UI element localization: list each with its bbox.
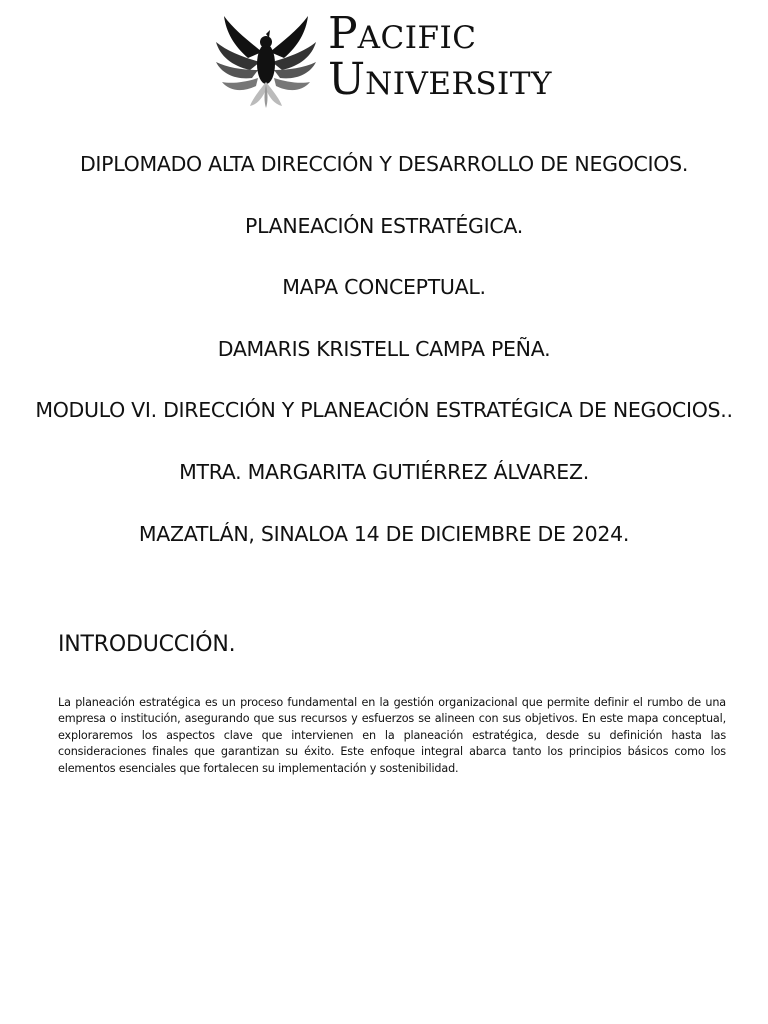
wordmark-line-2 (328, 54, 552, 105)
university-logo (212, 8, 552, 110)
subject-title: PLANEACIÓN ESTRATÉGICA. (245, 213, 523, 238)
course-title: DIPLOMADO ALTA DIRECCIÓN Y DESARROLLO DE NEGOCIOS. (79, 152, 689, 176)
assignment-title: MAPA CONCEPTUAL. (282, 275, 486, 300)
cover-titles (0, 148, 768, 579)
teacher-name: MTRA. MARGARITA GUTIÉRREZ ÁLVAREZ. (179, 459, 589, 484)
introduction-heading: INTRODUCCIÓN. (58, 632, 236, 657)
university-wordmark (328, 8, 552, 105)
place-date: MAZATLÁN, SINALOA 14 DE DICIEMBRE DE 2024. (138, 521, 630, 546)
phoenix-icon (212, 12, 320, 108)
module-title: MODULO VI. DIRECCIÓN Y PLANEACIÓN ESTRATÉGICA DE NEGOCIOS.. (35, 398, 733, 423)
wordmark-initial-u: U (328, 54, 366, 105)
introduction-paragraph: La planeación estratégica es un proceso fundamental en la gestión organizacional que permite definir el rumbo de una empresa o institución, asegurando que sus recursos y esfuerzos se alineen con sus objetivos. En este mapa conceptual, exploraremos los aspectos clave que intervienen en la planeación estratégica, desde su definición hasta las consideraciones finales que garantizan su éxito. Este enfoque integral abarca tanto los principios básicos como los elementos esenciales que fortalecen su implementación y sostenibilidad. (58, 696, 726, 775)
wordmark-initial-p: P (328, 8, 358, 59)
student-name: DAMARIS KRISTELL CAMPA PEÑA. (217, 336, 551, 361)
wordmark-line-1 (328, 8, 552, 59)
wordmark-rest-1: ACIFIC (357, 20, 477, 56)
wordmark-rest-2: NIVERSITY (365, 66, 552, 102)
